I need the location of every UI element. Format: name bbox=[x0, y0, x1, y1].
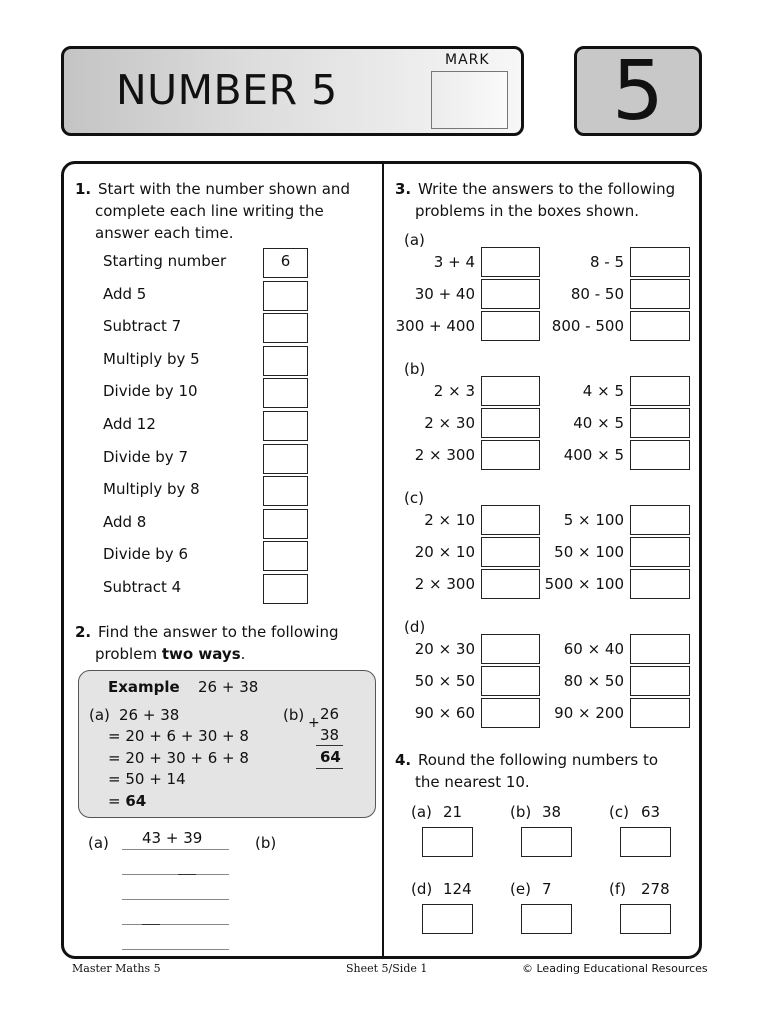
sheet-number: 5 bbox=[611, 44, 665, 139]
answer-box[interactable] bbox=[481, 311, 540, 341]
answer-box[interactable] bbox=[630, 440, 690, 470]
answer-box[interactable] bbox=[481, 376, 540, 406]
problem-expression: 3 + 4 bbox=[433, 253, 475, 271]
question-4-number: 4. bbox=[395, 751, 412, 769]
plus-sign: + bbox=[308, 715, 320, 731]
question-1-number: 1. bbox=[75, 180, 92, 198]
round-item-label: (c) bbox=[609, 803, 629, 821]
working-line-mark bbox=[178, 874, 196, 875]
question-1-instruction-line: complete each line writing the bbox=[95, 202, 324, 220]
problem-expression: 4 × 5 bbox=[582, 382, 624, 400]
round-item-number: 7 bbox=[542, 880, 552, 898]
answer-box[interactable] bbox=[263, 346, 308, 376]
example-answer-line bbox=[108, 790, 146, 812]
answer-box[interactable] bbox=[481, 279, 540, 309]
round-item-number: 63 bbox=[641, 803, 661, 821]
working-line[interactable] bbox=[122, 849, 229, 850]
problem-expression: 2 × 3 bbox=[433, 382, 475, 400]
answer-box[interactable] bbox=[630, 634, 690, 664]
example-working-line: = 20 + 30 + 6 + 8 bbox=[108, 749, 249, 767]
answer-box[interactable] bbox=[481, 408, 540, 438]
section-label: (c) bbox=[404, 489, 424, 507]
section-label: (a) bbox=[404, 231, 425, 249]
example-label: Example bbox=[108, 678, 180, 696]
section-label: (b) bbox=[404, 360, 426, 378]
answer-box[interactable] bbox=[263, 476, 308, 506]
working-line[interactable] bbox=[122, 949, 229, 950]
answer-prefix: = bbox=[108, 792, 126, 810]
column-addend-bottom: 38 bbox=[320, 726, 340, 744]
task-part-b-label: (b) bbox=[255, 834, 277, 852]
problem-expression: 2 × 10 bbox=[424, 511, 475, 529]
example-problem: 26 + 38 bbox=[198, 678, 259, 696]
question-2-number: 2. bbox=[75, 623, 92, 641]
instruction-emphasis: two ways bbox=[161, 645, 241, 663]
problem-expression: 90 × 60 bbox=[414, 704, 475, 722]
answer-box[interactable] bbox=[263, 541, 308, 571]
answer-box[interactable] bbox=[630, 408, 690, 438]
step-label: Divide by 10 bbox=[103, 382, 198, 400]
answer-box[interactable] bbox=[481, 537, 540, 567]
problem-expression: 50 × 50 bbox=[414, 672, 475, 690]
round-item-number: 38 bbox=[542, 803, 562, 821]
instruction-text: . bbox=[240, 645, 246, 663]
problem-expression: 60 × 40 bbox=[563, 640, 624, 658]
answer-box[interactable] bbox=[630, 569, 690, 599]
answer-box[interactable] bbox=[481, 666, 540, 696]
column-addend-top: 26 bbox=[320, 705, 340, 723]
problem-expression: 50 × 100 bbox=[554, 543, 624, 561]
problem-expression: 30 + 40 bbox=[414, 285, 475, 303]
task-problem: 43 + 39 bbox=[142, 829, 203, 847]
answer-box[interactable] bbox=[263, 411, 308, 441]
answer-box[interactable] bbox=[630, 666, 690, 696]
question-3-number: 3. bbox=[395, 180, 412, 198]
example-part-b-label: (b) bbox=[283, 706, 305, 724]
answer-box[interactable] bbox=[481, 569, 540, 599]
round-item-number: 278 bbox=[641, 880, 670, 898]
answer-box[interactable] bbox=[481, 505, 540, 535]
working-line[interactable] bbox=[122, 874, 229, 875]
footer-book-title: Master Maths 5 bbox=[72, 962, 161, 975]
example-working-line: 26 + 38 bbox=[119, 706, 180, 724]
step-label: Starting number bbox=[103, 252, 227, 270]
answer-box[interactable] bbox=[263, 313, 308, 343]
working-line-mark bbox=[142, 924, 160, 925]
round-item-number: 21 bbox=[443, 803, 463, 821]
problem-expression: 2 × 300 bbox=[414, 446, 475, 464]
footer-copyright: © Leading Educational Resources bbox=[522, 962, 708, 975]
step-label: Add 5 bbox=[103, 285, 147, 303]
sum-line-bottom bbox=[316, 768, 343, 769]
answer-value: 6 bbox=[280, 252, 291, 270]
step-label: Divide by 6 bbox=[103, 545, 188, 563]
round-item-label: (b) bbox=[510, 803, 532, 821]
step-label: Subtract 4 bbox=[103, 578, 182, 596]
mark-box[interactable] bbox=[431, 71, 508, 129]
answer-box[interactable] bbox=[620, 904, 671, 934]
question-2-instruction-line: Find the answer to the following bbox=[98, 623, 339, 641]
answer-box[interactable] bbox=[263, 378, 308, 408]
problem-expression: 8 - 5 bbox=[589, 253, 624, 271]
round-item-label: (f) bbox=[609, 880, 626, 898]
answer-box[interactable] bbox=[481, 634, 540, 664]
step-label: Divide by 7 bbox=[103, 448, 188, 466]
answer-box[interactable] bbox=[263, 444, 308, 474]
problem-expression: 300 + 400 bbox=[395, 317, 475, 335]
step-label: Multiply by 8 bbox=[103, 480, 200, 498]
step-label: Subtract 7 bbox=[103, 317, 182, 335]
answer-box[interactable] bbox=[263, 574, 308, 604]
answer-box[interactable] bbox=[630, 247, 690, 277]
answer-box[interactable] bbox=[630, 279, 690, 309]
example-working-line: = 50 + 14 bbox=[108, 770, 186, 788]
question-4-instruction-line: the nearest 10. bbox=[415, 773, 530, 791]
answer-box[interactable] bbox=[620, 827, 671, 857]
answer-box[interactable] bbox=[630, 311, 690, 341]
problem-expression: 800 - 500 bbox=[551, 317, 624, 335]
answer-box[interactable] bbox=[630, 698, 690, 728]
problem-expression: 80 × 50 bbox=[563, 672, 624, 690]
question-1-instruction-line: Start with the number shown and bbox=[98, 180, 350, 198]
answer-box[interactable] bbox=[263, 281, 308, 311]
step-label: Add 12 bbox=[103, 415, 156, 433]
section-label: (d) bbox=[404, 618, 426, 636]
example-answer-a: 64 bbox=[125, 792, 147, 810]
problem-expression: 2 × 30 bbox=[424, 414, 475, 432]
problem-expression: 400 × 5 bbox=[563, 446, 624, 464]
answer-box[interactable] bbox=[263, 509, 308, 539]
round-item-number: 124 bbox=[443, 880, 472, 898]
footer-sheet-label: Sheet 5/Side 1 bbox=[346, 962, 428, 975]
answer-box[interactable] bbox=[521, 904, 572, 934]
answer-box[interactable] bbox=[630, 376, 690, 406]
example-answer-b: 64 bbox=[320, 748, 341, 766]
working-line[interactable] bbox=[122, 899, 229, 900]
problem-expression: 500 × 100 bbox=[544, 575, 624, 593]
page-title: NUMBER 5 bbox=[116, 66, 338, 114]
problem-expression: 90 × 200 bbox=[554, 704, 624, 722]
example-part-a-label: (a) bbox=[89, 706, 110, 724]
step-label: Multiply by 5 bbox=[103, 350, 200, 368]
mark-label: MARK bbox=[445, 52, 490, 68]
working-line[interactable] bbox=[122, 924, 229, 925]
problem-expression: 40 × 5 bbox=[573, 414, 624, 432]
question-4-instruction-line: Round the following numbers to bbox=[418, 751, 658, 769]
answer-box[interactable] bbox=[630, 537, 690, 567]
answer-box[interactable] bbox=[422, 827, 473, 857]
round-item-label: (d) bbox=[411, 880, 433, 898]
answer-box[interactable] bbox=[521, 827, 572, 857]
answer-box[interactable] bbox=[630, 505, 690, 535]
question-3-instruction-line: problems in the boxes shown. bbox=[415, 202, 639, 220]
answer-box[interactable] bbox=[422, 904, 473, 934]
instruction-text: problem bbox=[95, 645, 162, 663]
problem-expression: 5 × 100 bbox=[563, 511, 624, 529]
answer-box[interactable] bbox=[481, 440, 540, 470]
problem-expression: 80 - 50 bbox=[570, 285, 624, 303]
answer-box[interactable] bbox=[481, 698, 540, 728]
question-3-instruction-line: Write the answers to the following bbox=[418, 180, 676, 198]
question-2-instruction-line bbox=[95, 643, 245, 665]
round-item-label: (e) bbox=[510, 880, 531, 898]
problem-expression: 2 × 300 bbox=[414, 575, 475, 593]
example-working-line: = 20 + 6 + 30 + 8 bbox=[108, 727, 249, 745]
round-item-label: (a) bbox=[411, 803, 432, 821]
problem-expression: 20 × 10 bbox=[414, 543, 475, 561]
question-1-instruction-line: answer each time. bbox=[95, 224, 234, 242]
task-part-a-label: (a) bbox=[88, 834, 109, 852]
answer-box[interactable] bbox=[481, 247, 540, 277]
column-divider bbox=[382, 163, 384, 957]
step-label: Add 8 bbox=[103, 513, 147, 531]
problem-expression: 20 × 30 bbox=[414, 640, 475, 658]
